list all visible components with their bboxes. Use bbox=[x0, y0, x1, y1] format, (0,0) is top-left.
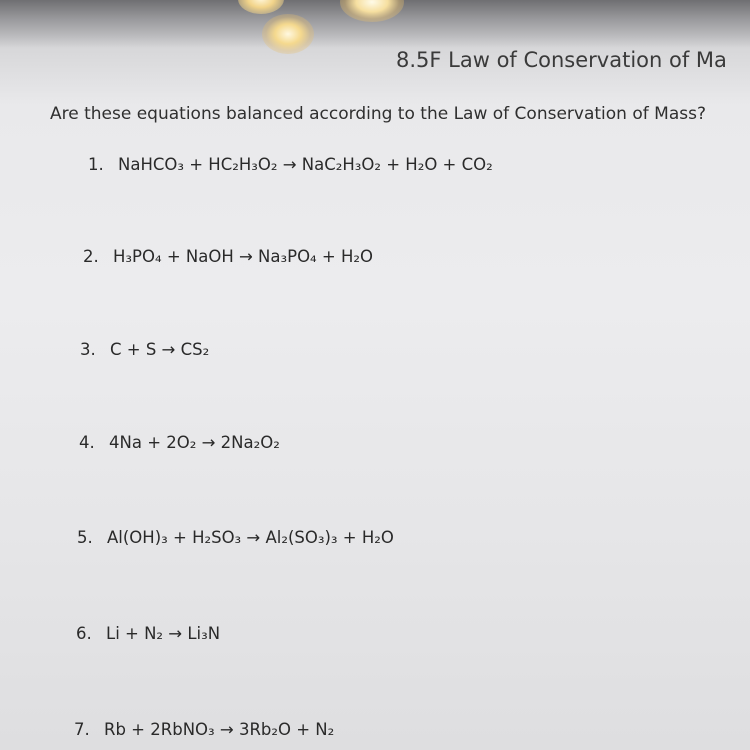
equation-2 bbox=[83, 247, 373, 266]
equation-1 bbox=[88, 155, 493, 174]
equation-text: Al(OH)₃ + H₂SO₃ → Al₂(SO₃)₃ + H₂O bbox=[107, 528, 394, 547]
equation-number: 6. bbox=[76, 624, 92, 643]
question-prompt: Are these equations balanced according to the Law of Conservation of Mass? bbox=[50, 104, 706, 124]
equation-text: Rb + 2RbNO₃ → 3Rb₂O + N₂ bbox=[104, 720, 335, 739]
equation-text: C + S → CS₂ bbox=[110, 340, 210, 359]
equation-7 bbox=[74, 720, 334, 739]
worksheet-title: 8.5F Law of Conservation of Ma bbox=[396, 48, 727, 72]
equation-text: 4Na + 2O₂ → 2Na₂O₂ bbox=[109, 433, 280, 452]
equation-number: 4. bbox=[79, 433, 95, 452]
equation-number: 2. bbox=[83, 247, 99, 266]
equation-number: 1. bbox=[88, 155, 104, 174]
equation-number: 3. bbox=[80, 340, 96, 359]
equation-3 bbox=[80, 340, 209, 359]
equation-6 bbox=[76, 624, 220, 643]
equation-number: 7. bbox=[74, 720, 90, 739]
light-reflection bbox=[262, 14, 314, 54]
equation-number: 5. bbox=[77, 528, 93, 547]
equation-text: H₃PO₄ + NaOH → Na₃PO₄ + H₂O bbox=[113, 247, 373, 266]
equation-text: NaHCO₃ + HC₂H₃O₂ → NaC₂H₃O₂ + H₂O + CO₂ bbox=[118, 155, 493, 174]
equation-text: Li + N₂ → Li₃N bbox=[106, 624, 221, 643]
equation-4 bbox=[79, 433, 280, 452]
equation-5 bbox=[77, 528, 394, 547]
